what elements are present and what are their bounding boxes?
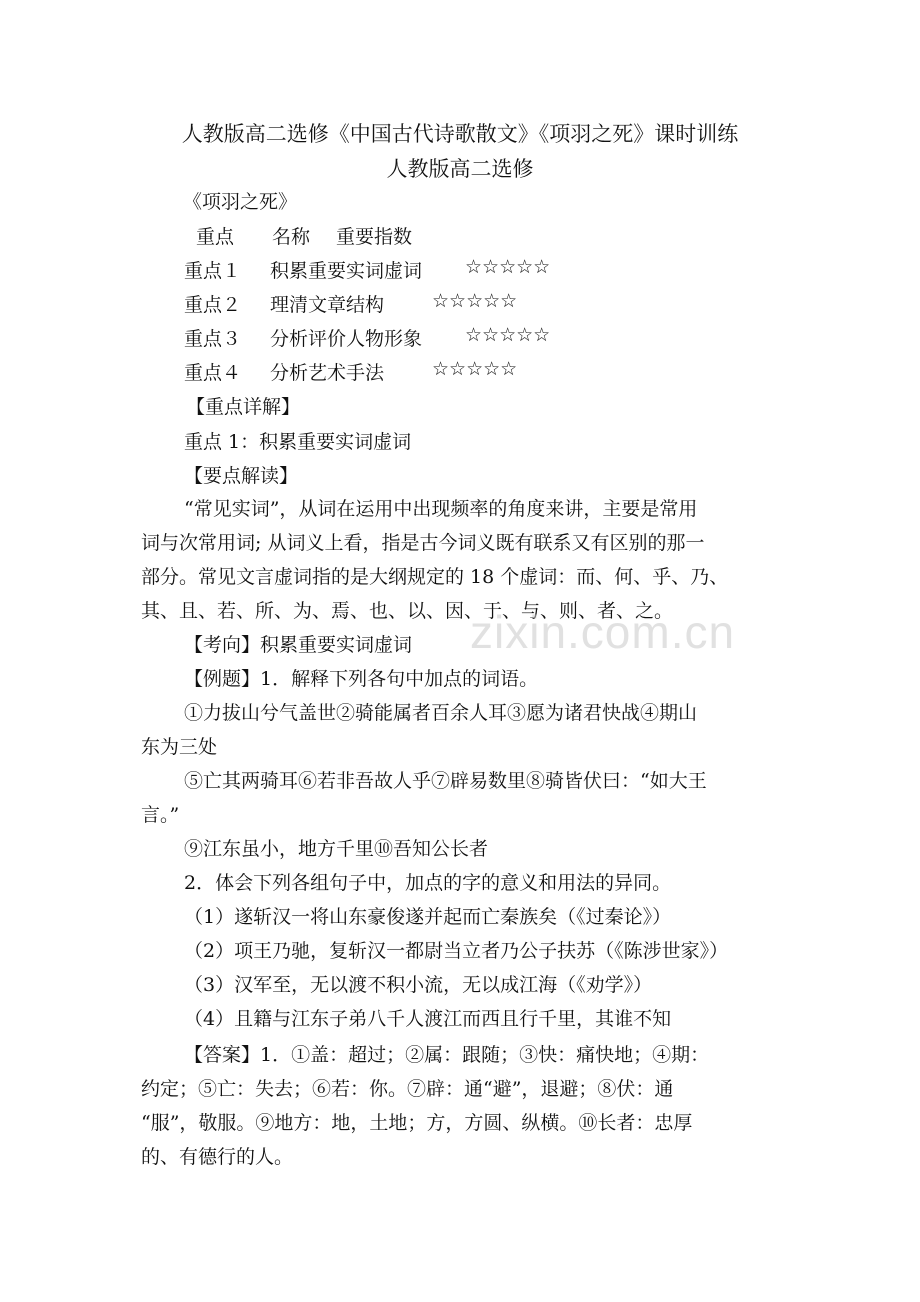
table-row-key: 重点３: [184, 328, 242, 350]
question-2-item: （3）汉军至，无以渡不积小流，无以成江海（《劝学》）: [184, 974, 653, 996]
question-item-line: 言。”: [141, 804, 180, 826]
table-row-key: 重点１: [184, 260, 242, 282]
table-row-key: 重点２: [184, 294, 242, 316]
table-row-name: 分析艺术手法: [270, 362, 385, 384]
answer-line: “服”，敬服。⑨地方：地，土地；方，方圆、纵横。⑩长者：忠厚: [141, 1112, 693, 1134]
answer-line: 【答案】1．①盖：超过；②属：跟随；③快：痛快地；④期：: [184, 1044, 710, 1066]
table-row-rating: ☆☆☆☆☆: [432, 358, 518, 380]
key-points-table: [0, 222, 920, 382]
section-heading-detail: 【重点详解】: [186, 396, 301, 418]
section-subtitle: 《项羽之死》: [183, 191, 298, 213]
table-row-rating: ☆☆☆☆☆: [465, 256, 551, 278]
answer-line: 约定；⑤亡：失去；⑥若：你。⑦辟：通“避”，退避；⑧伏：通: [141, 1078, 674, 1100]
question-item-line: ①力拔山兮气盖世②骑能属者百余人耳③愿为诸君快战④期山: [184, 702, 698, 724]
paragraph-line: “常见实词”，从词在运用中出现频率的角度来讲，主要是常用: [184, 498, 698, 520]
answer-line: 的、有德行的人。: [141, 1146, 294, 1168]
table-row-rating: ☆☆☆☆☆: [465, 324, 551, 346]
question-2: 2．体会下列各组句子中，加点的字的意义和用法的异同。: [184, 872, 672, 894]
table-header-key: 重点: [196, 226, 235, 248]
paragraph-line: 其、且、若、所、为、焉、也、以、因、于、与、则、者、之。: [141, 600, 674, 622]
document-title-line2: 人教版高二选修: [386, 158, 534, 181]
table-row-name: 理清文章结构: [270, 294, 385, 316]
table-header-rating: 重要指数: [336, 226, 413, 248]
paragraph-line: 部分。常见文言虚词指的是大纲规定的 18 个虚词：而、何、乎、乃、: [141, 566, 729, 588]
table-row-name: 积累重要实词虚词: [270, 260, 423, 282]
kaoxiang-line: 【考向】积累重要实词虚词: [184, 634, 413, 656]
point-1-title: 重点 1：积累重要实词虚词: [184, 431, 412, 453]
question-2-item: （1）遂斩汉一将山东豪俊遂并起而亡秦族矣（《过秦论》）: [184, 906, 672, 928]
section-heading-key-reading: 【要点解读】: [184, 465, 299, 487]
paragraph-line: 词与次常用词; 从词义上看，指是古今词义既有联系又有区别的那一: [141, 532, 705, 554]
example-question-1: 【例题】1．解释下列各句中加点的词语。: [184, 668, 539, 690]
document-title: 人教版高二选修《中国古代诗歌散文》《项羽之死》课时训练: [181, 123, 739, 146]
table-row-key: 重点４: [184, 362, 242, 384]
question-item-line: ⑨江东虽小，地方千里⑩吾知公长者: [184, 838, 489, 860]
question-item-line: ⑤亡其两骑耳⑥若非吾故人乎⑦辟易数里⑧骑皆伏曰：“如大王: [184, 770, 707, 792]
watermark: zixin.com.cn: [470, 606, 736, 658]
question-2-item: （4）且籍与江东子弟八千人渡江而西且行千里，其谁不知: [184, 1008, 672, 1030]
question-2-item: （2）项王乃驰，复斩汉一都尉当立者乃公子扶苏（《陈涉世家》）: [184, 940, 729, 962]
table-header-name: 名称: [272, 226, 311, 248]
question-item-line: 东为三处: [141, 736, 218, 758]
table-row-name: 分析评价人物形象: [270, 328, 423, 350]
table-row-rating: ☆☆☆☆☆: [432, 290, 518, 312]
